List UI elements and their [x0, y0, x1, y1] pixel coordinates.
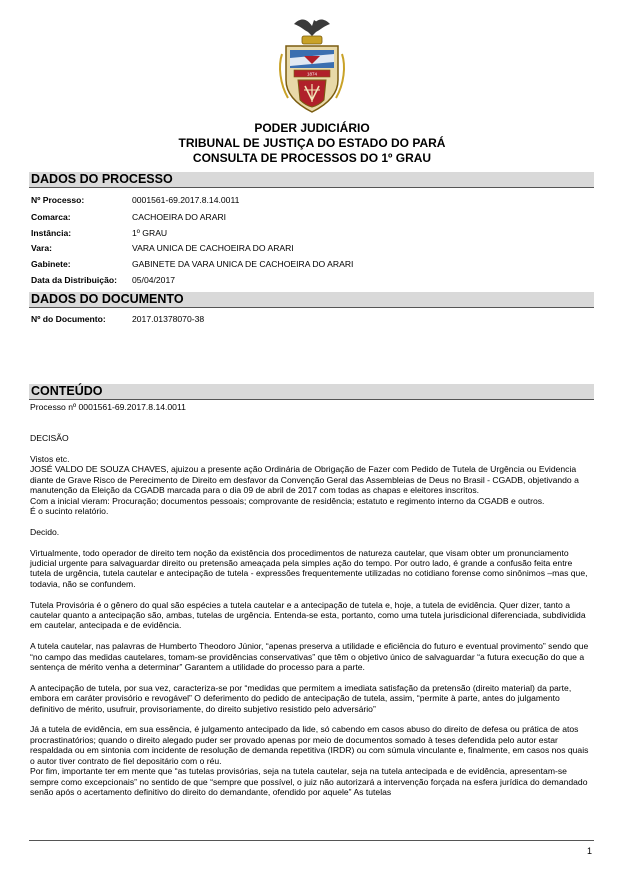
- content-decisao: DECISÃO: [30, 433, 69, 444]
- section-divider: [29, 187, 594, 188]
- content-processo-line: Processo nº 0001561-69.2017.8.14.0011: [30, 402, 186, 412]
- page-number: 1: [586, 846, 592, 856]
- content-paragraph: Virtualmente, todo operador de direito tem noção da existência dos procedimentos de natureza cautelar, que visam obter um pronunciamento judicial urgente para salvaguardar direito ou pretensão ameaçada pela simples ação do tempo. Por outro lado, é grande a confusão feita entre tutela de urgência, tutela cautelar e antecipação de tutela - expressões frequentemente utilizadas no cotidiano forense como sinônimos –mas que, todavia, não se confundem.: [30, 547, 588, 589]
- field-label-processo: Nº Processo:: [31, 195, 85, 205]
- section-divider: [29, 307, 594, 308]
- document-content: [30, 402, 594, 797]
- content-paragraph: JOSÉ VALDO DE SOUZA CHAVES, ajuizou a presente ação Ordinária de Obrigação de Fazer com Pedido de Tutela de Urgência ou Evidencia diante de Grave Risco de Perecimento de Direito em desfavor da Convenção Geral das Assembleias de Deus no Brasil - CGADB, objetivando a manutenção da Eleição da CGADB marcada para o dia 09 de abril de 2017 com todas as chapas e eleitores inscritos.: [30, 464, 579, 496]
- section-dados-documento: DADOS DO DOCUMENTO: [29, 292, 594, 307]
- content-vistos: Vistos etc.: [30, 454, 70, 464]
- content-paragraph: Por fim, importante ter em mente que “as tutelas provisórias, seja na tutela cautelar, seja na tutela antecipada e de evidência, apresentam-se sempre como excepcionais” no sentido de que “sempre que possível, o juiz não autorizará a intervenção forçada na esfera jurídica do demandado senão após o acertamento definitivo do direito do demandante, ofendido por aquele” As tutelas: [30, 766, 588, 797]
- section-dados-processo: DADOS DO PROCESSO: [29, 172, 594, 187]
- field-value-documento: 2017.01378070-38: [132, 314, 205, 324]
- content-paragraph: A tutela cautelar, nas palavras de Humberto Theodoro Júnior, “apenas preserva a utilidade e eficiência do futuro e eventual provimento” sendo que “no campo das medidas cautelares, tomam-se providências conservativas” que têm o objetivo único de salvaguardar “a futura execução do que a sentença de mérito venha a determinar” Garantem a utilidade do processo para a parte.: [30, 641, 589, 673]
- crest-banner-text: 1874: [306, 71, 318, 77]
- field-value-vara: VARA UNICA DE CACHOEIRA DO ARARI: [132, 243, 294, 253]
- field-label-vara: Vara:: [31, 243, 53, 253]
- field-value-comarca: CACHOEIRA DO ARARI: [132, 212, 227, 222]
- field-label-instancia: Instância:: [31, 228, 72, 238]
- coat-of-arms-icon: [274, 14, 350, 118]
- field-value-instancia: 1º GRAU: [132, 228, 168, 238]
- content-paragraph: Já a tutela de evidência, em sua essência, é julgamento antecipado da lide, só cabendo em casos abuso do direito de defesa ou prática de atos procrastinatórios; quando o direito alegado puder ser provado apenas por meio de documentos somado à teses defendida pelo autor estar respaldada ou em sintonia com incidente de resolução de demanda repetitiva (IRDR) ou com súmula vinculante e, finalmente, em casos nos quais o autor tiver contrato de fiel depositário com o réu.: [30, 724, 589, 766]
- header-line-2: TRIBUNAL DE JUSTIÇA DO ESTADO DO PARÁ: [178, 136, 446, 150]
- header-line-1: PODER JUDICIÁRIO: [254, 121, 370, 135]
- document-header: [0, 121, 624, 166]
- content-paragraph: A antecipação de tutela, por sua vez, caracteriza-se por “medidas que permitem a imediata satisfação da pretensão (direito material) da parte, embora em caráter provisório e revogável” O deferimento do pedido de antecipação de tutela, assim, “permite à parte, antes do julgamento definitivo de mérito, usufruir, provisoriamente, do direito subjetivo resistido pelo adversário”: [30, 682, 572, 714]
- content-decido: Decido.: [30, 526, 60, 537]
- field-label-data-distribuicao: Data da Distribuição:: [31, 275, 117, 285]
- field-label-documento: Nº do Documento:: [31, 314, 106, 324]
- content-paragraph: Tutela Provisória é o gênero do qual são espécies a tutela cautelar e a antecipação de tutela e, hoje, a tutela de evidência. Quer dizer, tanto a cautelar quanto a antecipação são, ambas, tutelas de urgência. Entenda-se esta, portanto, como uma tutela jurisdicional diferenciada, subdividida em cautelar, antecipada e de evidência.: [30, 599, 586, 631]
- field-label-gabinete: Gabinete:: [31, 259, 71, 269]
- field-value-gabinete: GABINETE DA VARA UNICA DE CACHOEIRA DO ARARI: [132, 259, 354, 269]
- header-line-3: CONSULTA DE PROCESSOS DO 1º GRAU: [192, 151, 432, 165]
- section-divider: [29, 399, 594, 400]
- content-paragraph: É o sucinto relatório.: [30, 506, 109, 517]
- section-conteudo: CONTEÚDO: [29, 384, 594, 399]
- footer-divider: [29, 840, 594, 841]
- field-value-data-distribuicao: 05/04/2017: [132, 275, 176, 285]
- field-value-processo: 0001561-69.2017.8.14.0011: [132, 195, 240, 205]
- content-paragraph: Com a inicial vieram: Procuração; documentos pessoais; comprovante de residência; estatuto e regimento interno da CGADB e outros.: [30, 495, 545, 506]
- field-label-comarca: Comarca:: [31, 212, 71, 222]
